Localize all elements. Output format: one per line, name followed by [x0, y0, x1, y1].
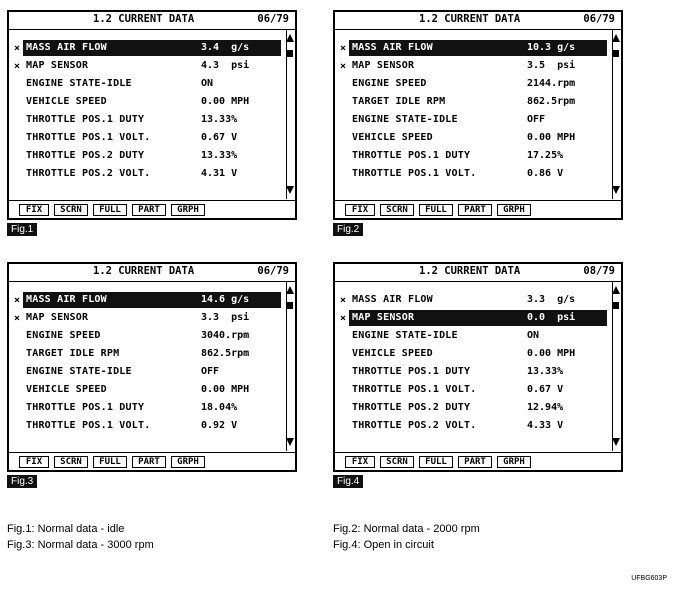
row-value: 0.00 MPH — [527, 348, 576, 359]
cross-mark-icon: × — [339, 313, 347, 324]
list-item[interactable] — [335, 58, 612, 76]
row-label: ENGINE STATE-IDLE — [352, 114, 458, 125]
row-cell — [349, 112, 607, 128]
figure-label: Fig.3 — [7, 475, 37, 488]
row-label: MAP SENSOR — [352, 60, 415, 71]
row-value: 18.04% — [201, 402, 238, 413]
scroll-thumb[interactable] — [613, 302, 619, 309]
row-label: ENGINE STATE-IDLE — [26, 366, 132, 377]
row-label: THROTTLE POS.1 VOLT. — [26, 420, 151, 431]
row-value: OFF — [527, 114, 546, 125]
row-cell — [349, 148, 607, 164]
list-item[interactable] — [335, 166, 612, 184]
scrollbar[interactable] — [611, 29, 621, 199]
row-value: 0.0 psi — [527, 312, 576, 323]
screen-title: 1.2 CURRENT DATA — [93, 13, 195, 25]
scrn-button[interactable]: SCRN — [54, 204, 88, 216]
row-value: 0.00 MPH — [201, 96, 250, 107]
caption-fig4: Fig.4: Open in circuit — [333, 539, 434, 551]
scrollbar[interactable] — [285, 29, 295, 199]
row-label: MASS AIR FLOW — [352, 294, 433, 305]
row-value: 13.33% — [201, 114, 238, 125]
row-label: THROTTLE POS.1 DUTY — [352, 366, 471, 377]
list-item[interactable] — [335, 148, 612, 166]
row-cell — [349, 328, 607, 344]
row-value: 10.3 g/s — [527, 42, 576, 53]
scrn-button[interactable]: SCRN — [380, 204, 414, 216]
list-item[interactable] — [9, 292, 286, 310]
row-cell — [23, 292, 281, 308]
list-item[interactable] — [335, 400, 612, 418]
row-label: THROTTLE POS.2 VOLT. — [352, 420, 477, 431]
row-cell — [23, 76, 281, 92]
scan-panel-fig1 — [7, 10, 297, 233]
row-label: ENGINE STATE-IDLE — [352, 330, 458, 341]
part-button[interactable]: PART — [458, 456, 492, 468]
row-cell — [23, 364, 281, 380]
row-label: VEHICLE SPEED — [26, 96, 107, 107]
row-label: THROTTLE POS.1 VOLT. — [26, 132, 151, 143]
cross-mark-icon: × — [13, 61, 21, 72]
row-label: THROTTLE POS.1 DUTY — [352, 150, 471, 161]
row-cell — [23, 418, 281, 434]
title-bar — [9, 264, 295, 282]
row-cell — [349, 76, 607, 92]
page-counter: 08/79 — [583, 265, 615, 277]
row-label: THROTTLE POS.1 DUTY — [26, 402, 145, 413]
grph-button[interactable]: GRPH — [497, 456, 531, 468]
scan-panel-fig4 — [333, 262, 623, 485]
row-label: THROTTLE POS.1 VOLT. — [352, 168, 477, 179]
row-value: 14.6 g/s — [201, 294, 250, 305]
arrow-down-icon[interactable] — [612, 438, 620, 446]
fix-button[interactable]: FIX — [345, 456, 375, 468]
cross-mark-icon: × — [13, 295, 21, 306]
cross-mark-icon: × — [339, 61, 347, 72]
row-label: THROTTLE POS.2 VOLT. — [26, 168, 151, 179]
row-cell — [23, 112, 281, 128]
cross-mark-icon: × — [339, 295, 347, 306]
row-cell — [23, 166, 281, 182]
list-item[interactable] — [9, 382, 286, 400]
row-cell — [23, 400, 281, 416]
data-list — [335, 281, 613, 451]
grph-button[interactable]: GRPH — [171, 456, 205, 468]
row-value: 4.3 psi — [201, 60, 250, 71]
row-value: 3.3 g/s — [527, 294, 576, 305]
grph-button[interactable]: GRPH — [171, 204, 205, 216]
full-button[interactable]: FULL — [93, 456, 127, 468]
function-key-bar — [335, 200, 621, 219]
row-label: TARGET IDLE RPM — [352, 96, 446, 107]
list-item[interactable] — [335, 418, 612, 436]
row-cell — [23, 40, 281, 56]
caption-fig3: Fig.3: Normal data - 3000 rpm — [7, 539, 154, 551]
row-value: 0.92 V — [201, 420, 238, 431]
row-cell — [349, 310, 607, 326]
list-item[interactable] — [335, 76, 612, 94]
row-value: 13.33% — [527, 366, 564, 377]
row-value: ON — [201, 78, 214, 89]
scan-screen — [7, 262, 297, 472]
arrow-down-icon[interactable] — [612, 186, 620, 194]
scroll-thumb[interactable] — [613, 50, 619, 57]
list-item[interactable] — [335, 94, 612, 112]
list-item[interactable] — [9, 94, 286, 112]
fix-button[interactable]: FIX — [19, 204, 49, 216]
row-label: MASS AIR FLOW — [352, 42, 433, 53]
row-label: ENGINE SPEED — [352, 78, 427, 89]
title-bar — [335, 12, 621, 30]
scan-panel-fig3 — [7, 262, 297, 485]
row-value: 862.5rpm — [527, 96, 576, 107]
row-label: THROTTLE POS.2 DUTY — [352, 402, 471, 413]
scan-panel-fig2 — [333, 10, 623, 233]
list-item[interactable] — [335, 112, 612, 130]
figure-label: Fig.1 — [7, 223, 37, 236]
list-item[interactable] — [9, 112, 286, 130]
title-bar — [9, 12, 295, 30]
row-value: 3040.rpm — [201, 330, 250, 341]
scan-screen — [333, 10, 623, 220]
row-value: 3.3 psi — [201, 312, 250, 323]
full-button[interactable]: FULL — [419, 204, 453, 216]
list-item[interactable] — [335, 382, 612, 400]
row-cell — [23, 382, 281, 398]
row-cell — [23, 148, 281, 164]
row-cell — [349, 418, 607, 434]
figure-label: Fig.2 — [333, 223, 363, 236]
row-cell — [349, 346, 607, 362]
row-value: 4.33 V — [527, 420, 564, 431]
row-label: ENGINE STATE-IDLE — [26, 78, 132, 89]
row-cell — [349, 292, 607, 308]
arrow-up-icon[interactable] — [612, 286, 620, 294]
scrn-button[interactable]: SCRN — [380, 456, 414, 468]
row-cell — [349, 166, 607, 182]
figure-code: UFBG603P — [631, 575, 667, 582]
list-item[interactable] — [9, 40, 286, 58]
row-value: 12.94% — [527, 402, 564, 413]
row-value: 0.00 MPH — [201, 384, 250, 395]
row-value: 0.00 MPH — [527, 132, 576, 143]
row-cell — [23, 328, 281, 344]
list-item[interactable] — [9, 346, 286, 364]
row-value: 13.33% — [201, 150, 238, 161]
row-label: MAP SENSOR — [26, 312, 89, 323]
scrollbar[interactable] — [285, 281, 295, 451]
scroll-thumb[interactable] — [287, 302, 293, 309]
row-cell — [23, 346, 281, 362]
row-cell — [23, 58, 281, 74]
row-label: MAP SENSOR — [26, 60, 89, 71]
arrow-down-icon[interactable] — [286, 186, 294, 194]
caption-fig2: Fig.2: Normal data - 2000 rpm — [333, 523, 480, 535]
row-label: THROTTLE POS.1 VOLT. — [352, 384, 477, 395]
figure-label: Fig.4 — [333, 475, 363, 488]
list-item[interactable] — [335, 292, 612, 310]
row-cell — [23, 94, 281, 110]
arrow-down-icon[interactable] — [286, 438, 294, 446]
arrow-up-icon[interactable] — [612, 34, 620, 42]
full-button[interactable]: FULL — [419, 456, 453, 468]
row-value: 0.67 V — [201, 132, 238, 143]
page-counter: 06/79 — [583, 13, 615, 25]
row-cell — [349, 364, 607, 380]
row-value: 2144.rpm — [527, 78, 576, 89]
title-bar — [335, 264, 621, 282]
row-value: 3.5 psi — [527, 60, 576, 71]
row-cell — [349, 382, 607, 398]
screen-title: 1.2 CURRENT DATA — [93, 265, 195, 277]
row-label: VEHICLE SPEED — [352, 132, 433, 143]
row-value: 17.25% — [527, 150, 564, 161]
list-item[interactable] — [9, 418, 286, 436]
list-item[interactable] — [9, 400, 286, 418]
function-key-bar — [9, 200, 295, 219]
row-label: TARGET IDLE RPM — [26, 348, 120, 359]
scan-screen — [7, 10, 297, 220]
row-value: 862.5rpm — [201, 348, 250, 359]
row-cell — [349, 40, 607, 56]
full-button[interactable]: FULL — [93, 204, 127, 216]
data-list — [9, 281, 287, 451]
grph-button[interactable]: GRPH — [497, 204, 531, 216]
list-item[interactable] — [335, 40, 612, 58]
row-label: ENGINE SPEED — [26, 330, 101, 341]
scroll-thumb[interactable] — [287, 50, 293, 57]
row-cell — [23, 130, 281, 146]
function-key-bar — [335, 452, 621, 471]
page-counter: 06/79 — [257, 13, 289, 25]
row-value: 0.86 V — [527, 168, 564, 179]
part-button[interactable]: PART — [132, 456, 166, 468]
row-label: VEHICLE SPEED — [26, 384, 107, 395]
row-value: 0.67 V — [527, 384, 564, 395]
row-label: MASS AIR FLOW — [26, 42, 107, 53]
cross-mark-icon: × — [13, 313, 21, 324]
scrollbar[interactable] — [611, 281, 621, 451]
list-item[interactable] — [9, 130, 286, 148]
row-label: THROTTLE POS.2 DUTY — [26, 150, 145, 161]
scrn-button[interactable]: SCRN — [54, 456, 88, 468]
part-button[interactable]: PART — [132, 204, 166, 216]
data-list — [335, 29, 613, 199]
cross-mark-icon: × — [339, 43, 347, 54]
row-label: MASS AIR FLOW — [26, 294, 107, 305]
fix-button[interactable]: FIX — [19, 456, 49, 468]
list-item[interactable] — [9, 166, 286, 184]
part-button[interactable]: PART — [458, 204, 492, 216]
row-label: MAP SENSOR — [352, 312, 415, 323]
list-item[interactable] — [9, 76, 286, 94]
caption-fig1: Fig.1: Normal data - idle — [7, 523, 125, 535]
row-label: VEHICLE SPEED — [352, 348, 433, 359]
list-item[interactable] — [335, 310, 612, 328]
list-item[interactable] — [335, 328, 612, 346]
row-cell — [23, 310, 281, 326]
list-item[interactable] — [335, 130, 612, 148]
arrow-up-icon[interactable] — [286, 286, 294, 294]
scan-screen — [333, 262, 623, 472]
row-cell — [349, 400, 607, 416]
row-value: 3.4 g/s — [201, 42, 250, 53]
list-item[interactable] — [9, 328, 286, 346]
list-item[interactable] — [9, 148, 286, 166]
row-cell — [349, 58, 607, 74]
data-list — [9, 29, 287, 199]
fix-button[interactable]: FIX — [345, 204, 375, 216]
row-cell — [349, 94, 607, 110]
list-item[interactable] — [9, 58, 286, 76]
list-item[interactable] — [9, 364, 286, 382]
row-value: ON — [527, 330, 540, 341]
page-counter: 06/79 — [257, 265, 289, 277]
row-value: 4.31 V — [201, 168, 238, 179]
row-cell — [349, 130, 607, 146]
list-item[interactable] — [335, 346, 612, 364]
screen-title: 1.2 CURRENT DATA — [419, 13, 521, 25]
row-value: OFF — [201, 366, 220, 377]
function-key-bar — [9, 452, 295, 471]
arrow-up-icon[interactable] — [286, 34, 294, 42]
list-item[interactable] — [9, 310, 286, 328]
list-item[interactable] — [335, 364, 612, 382]
row-label: THROTTLE POS.1 DUTY — [26, 114, 145, 125]
screen-title: 1.2 CURRENT DATA — [419, 265, 521, 277]
cross-mark-icon: × — [13, 43, 21, 54]
